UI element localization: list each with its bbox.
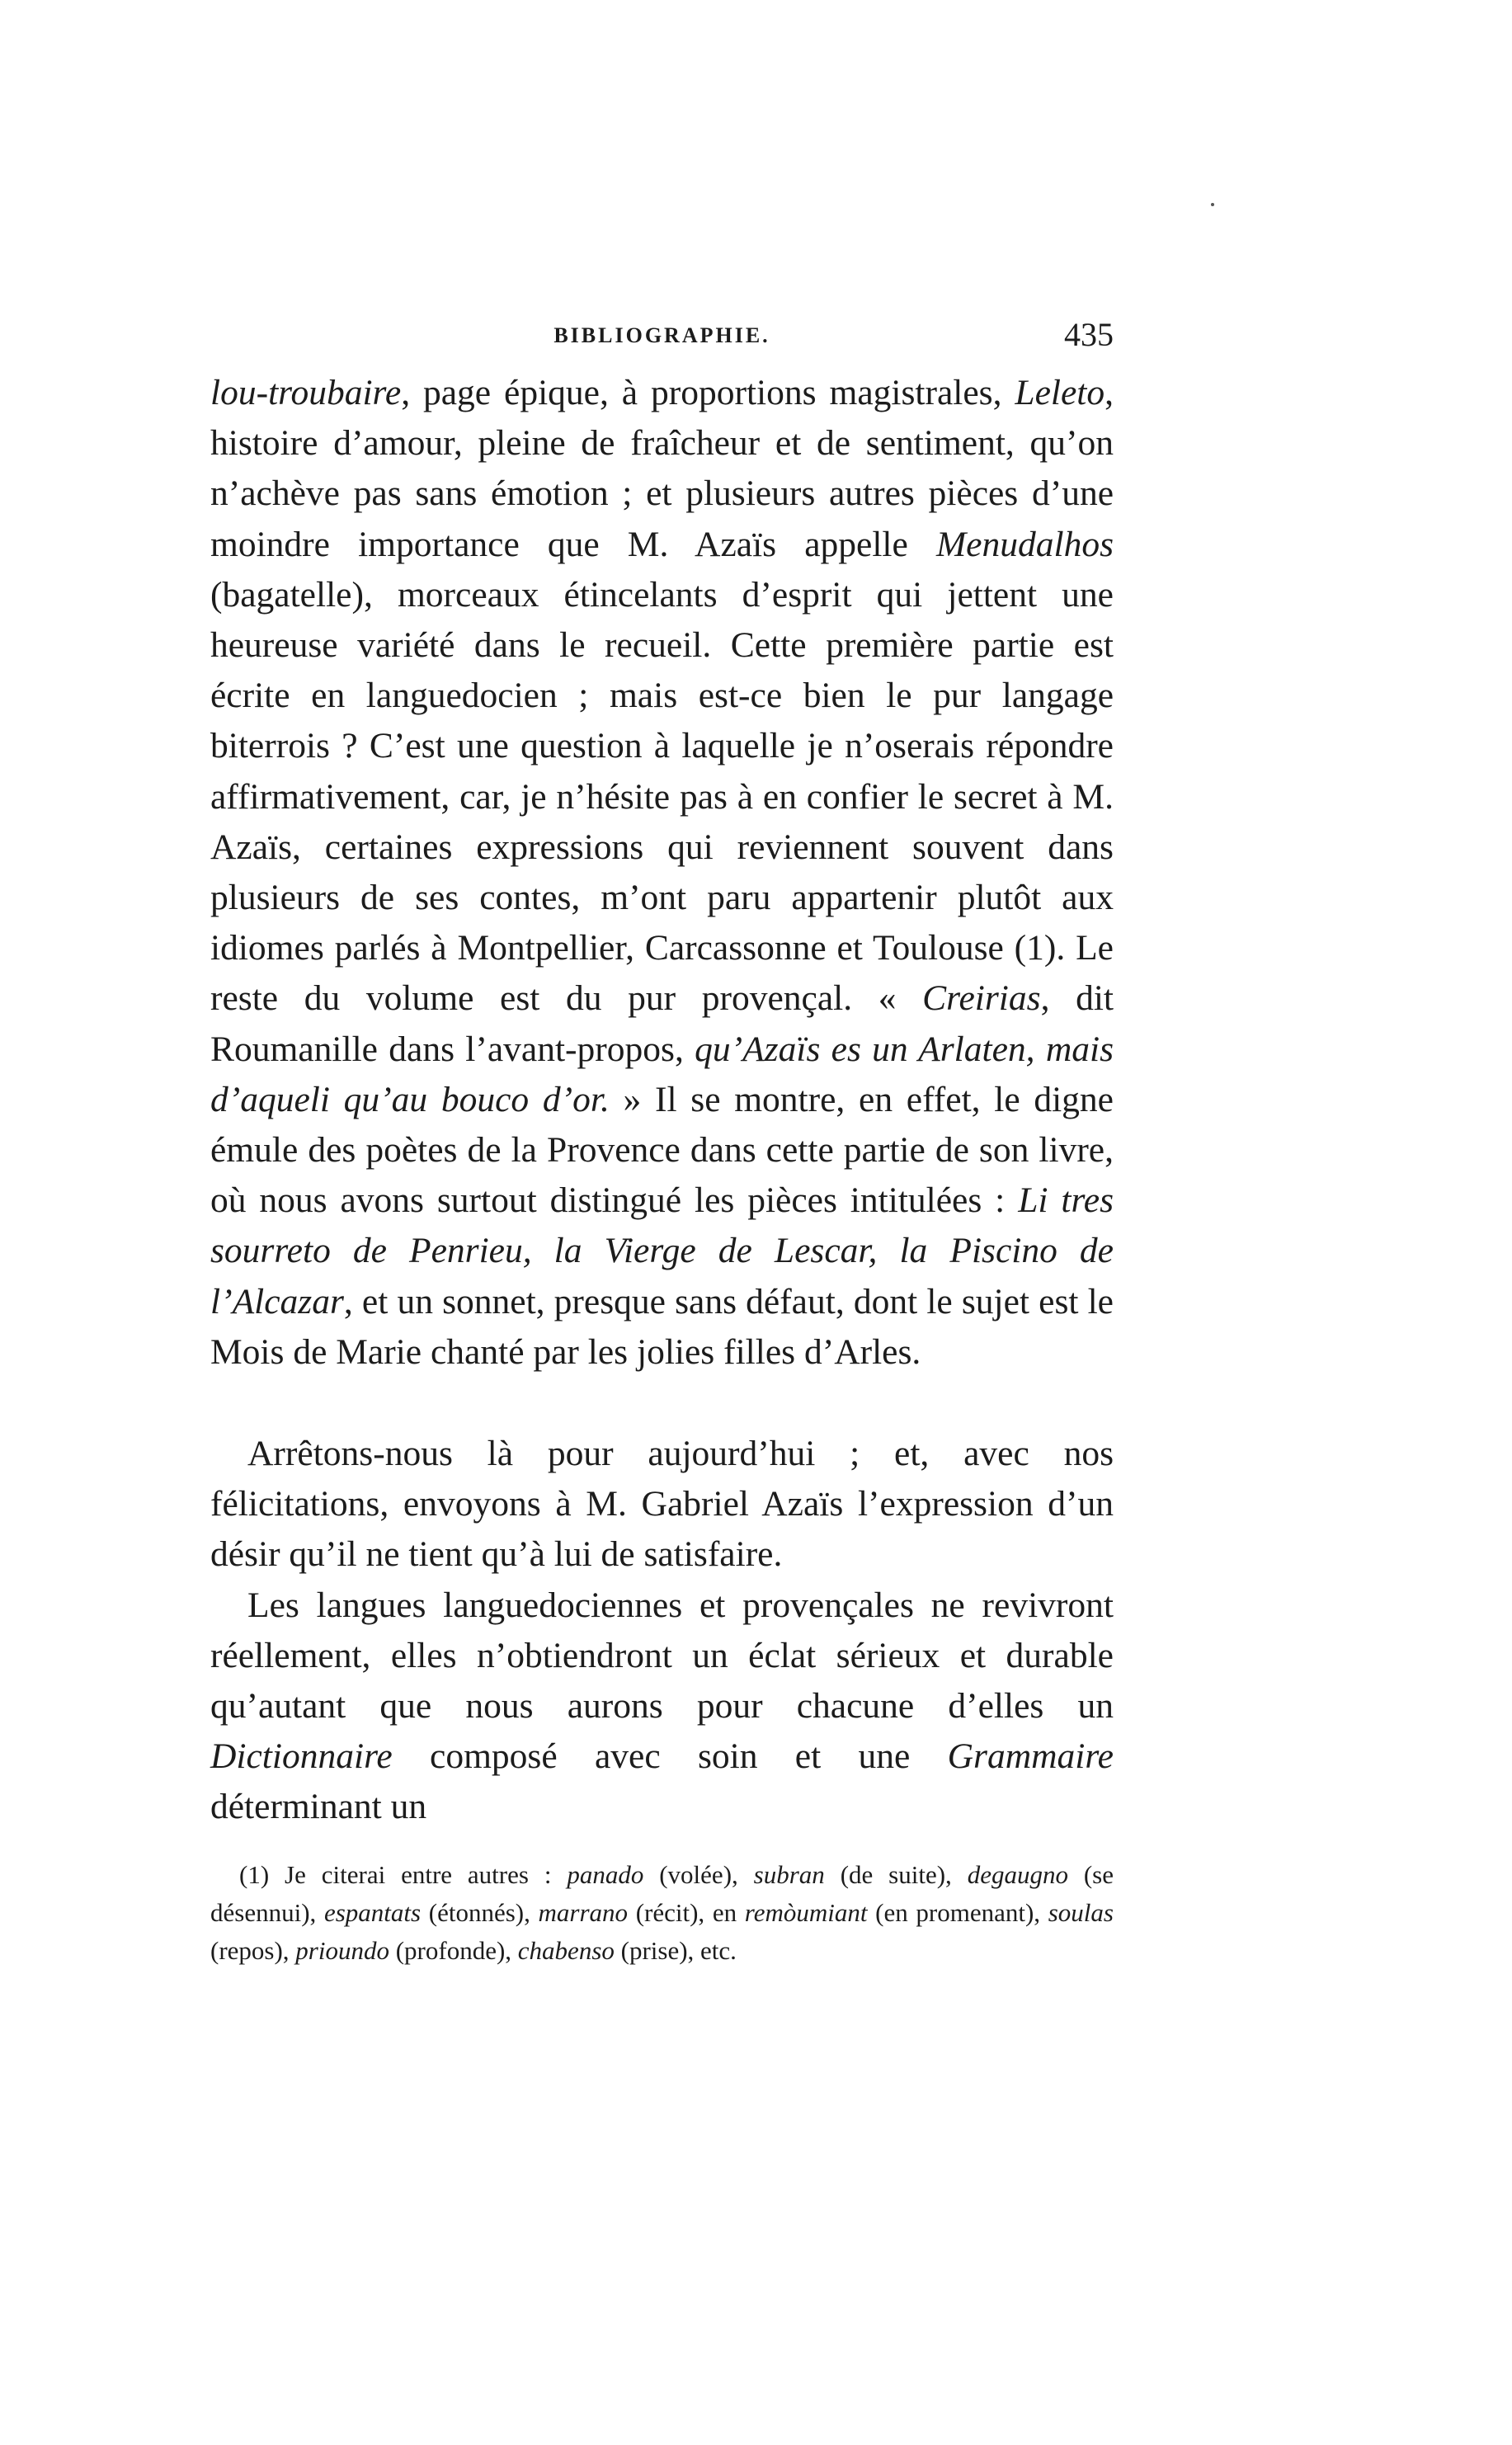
text-run: , et un sonnet, presque sans défaut, dont le sujet est le Mois de Marie chanté par les jolies filles d’Arles. bbox=[210, 1281, 1114, 1372]
italic-run: Li tres sourreto de Penrieu, la Vierge de Lescar, la Piscino de l’Alcazar bbox=[210, 1180, 1114, 1321]
text-run: (récit), en bbox=[628, 1898, 745, 1927]
text-run: (repos), bbox=[210, 1936, 296, 1965]
text-run: déterminant un bbox=[210, 1787, 427, 1827]
italic-run: chabenso bbox=[517, 1936, 615, 1965]
italic-run: degaugno bbox=[967, 1860, 1068, 1889]
text-run: composé avec soin et une bbox=[392, 1736, 948, 1777]
running-title: BIBLIOGRAPHIE. bbox=[553, 323, 770, 347]
text-run: » Il se montre, en effet, le digne émule des poètes de la Provence dans cette partie de son livre, où nous avons surtout distingué les pièces intitulées : bbox=[210, 1079, 1114, 1221]
italic-run: Creirias bbox=[922, 978, 1041, 1019]
italic-run: Grammaire bbox=[947, 1736, 1114, 1777]
italic-run: Leleto bbox=[1015, 373, 1105, 412]
italic-run: prioundo bbox=[295, 1936, 389, 1965]
text-run: , page épique, à proportions magistrales, bbox=[401, 373, 1015, 412]
italic-run: subran bbox=[753, 1860, 825, 1889]
text-run: (bagatelle), morceaux étincelants d’esprit qui jettent une heureuse variété dans le recueil. Cette première partie est écrite en languedocien ; mais est-ce bien le pur langage biterrois ? C’est une question à laquelle je n’oserais répondre affirmativement, car, je n’hésite pas à en confier le secret à M. Azaïs, certaines expressions qui reviennent souvent dans plusieurs de ses contes, m’ont paru appartenir plutôt aux idiomes parlés à Montpellier, Carcassonne et Toulouse (1). Le reste du volume est du pur provençal. « bbox=[210, 574, 1114, 1019]
italic-run: marrano bbox=[538, 1898, 629, 1927]
footnote bbox=[210, 1856, 1114, 1970]
text-run: (1) Je citerai entre autres : bbox=[239, 1860, 568, 1889]
italic-run: panado bbox=[567, 1860, 644, 1889]
paragraph: Arrêtons-nous là pour aujourd’hui ; et, avec nos félicitations, envoyons à M. Gabriel Azaïs l’expression d’un désir qu’il ne tient qu’à lui de satisfaire. bbox=[210, 1434, 1114, 1575]
paragraph bbox=[210, 1581, 1114, 1833]
running-header bbox=[210, 315, 1114, 365]
print-speck bbox=[1211, 203, 1214, 206]
paragraph bbox=[210, 368, 1114, 1378]
page-number: 435 bbox=[1064, 316, 1114, 353]
footnote-text bbox=[210, 1856, 1114, 1970]
text-run: (en promenant), bbox=[867, 1898, 1048, 1927]
italic-run: lou-troubaire bbox=[210, 373, 402, 412]
italic-run: soulas bbox=[1048, 1898, 1114, 1927]
text-run: (prise), etc. bbox=[614, 1936, 737, 1965]
text-run: (volée), bbox=[643, 1860, 754, 1889]
main-text bbox=[210, 368, 1114, 1833]
text-run: Les langues languedociennes et provençales ne revivront réellement, elles n’obtiendront un éclat sérieux et durable qu’autant que nous aurons pour chacune d’elles un bbox=[210, 1585, 1114, 1727]
italic-run: espantats bbox=[323, 1898, 422, 1927]
text-run: (étonnés), bbox=[421, 1898, 539, 1927]
italic-run: remòumiant bbox=[744, 1898, 868, 1927]
text-run: , dit Roumanille dans l’avant-propos, bbox=[210, 978, 1114, 1069]
italic-run: Dictionnaire bbox=[210, 1736, 393, 1777]
italic-run: qu’Azaïs es un Arlaten, mais d’aqueli qu’au bouco d’or. bbox=[210, 1029, 1114, 1119]
italic-run: Menudalhos bbox=[935, 524, 1114, 564]
text-run: , histoire d’amour, pleine de fraîcheur et de sentiment, qu’on n’achève pas sans émotion ; et plusieurs autres pièces d’une moindre importance que M. Azaïs appelle bbox=[210, 373, 1114, 564]
text-run: (de suite), bbox=[824, 1860, 968, 1889]
text-run: (profonde), bbox=[389, 1936, 518, 1965]
text-run: (se désennui), bbox=[210, 1860, 1114, 1927]
